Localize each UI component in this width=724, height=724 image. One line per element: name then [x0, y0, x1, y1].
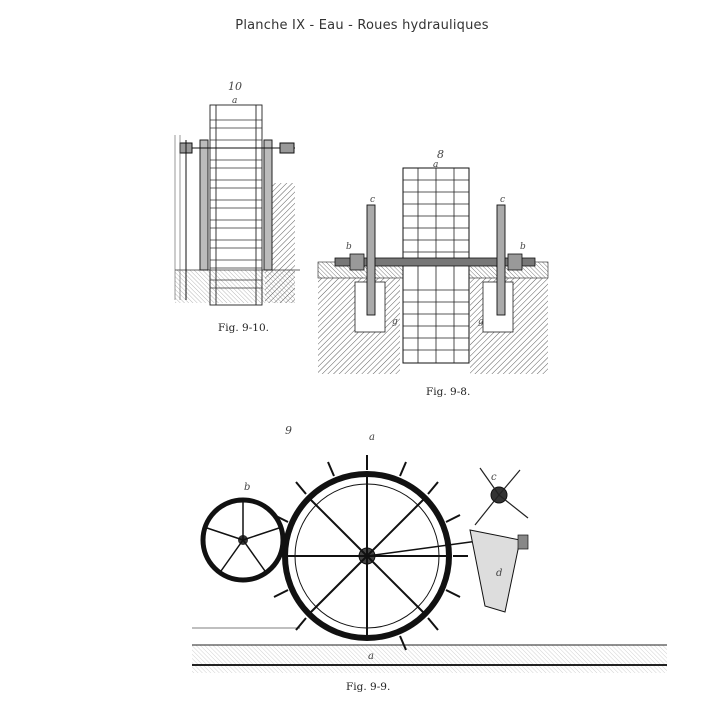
figure-9-9-letter-c: c: [491, 472, 497, 483]
figure-9-9-number: 9: [285, 424, 292, 437]
figure-9-10-caption: Fig. 9-10.: [218, 322, 269, 334]
figure-9-10-letter-a: a: [232, 96, 238, 106]
figure-9-8-letter-g-right: g: [478, 317, 484, 327]
figure-9-8-number: 8: [437, 148, 444, 161]
figure-9-10-number: 10: [228, 80, 242, 93]
figure-9-8-letter-c-left: c: [370, 195, 376, 205]
figure-9-9-letter-a-bottom: a: [368, 651, 374, 662]
figure-9-8-letter-g-left: g: [392, 317, 398, 327]
figure-9-8-letter-b-right: b: [520, 242, 526, 252]
figure-9-8-caption: Fig. 9-8.: [426, 386, 471, 398]
figure-9-8-letter-a: a: [433, 160, 439, 170]
figure-9-9-letter-d: d: [496, 568, 503, 579]
page-title: Planche IX - Eau - Roues hydrauliques: [235, 18, 489, 33]
figure-9-9-letter-a-top: a: [369, 432, 375, 443]
figure-9-8-letter-c-right: c: [500, 195, 506, 205]
figure-9-8-letter-b-left: b: [346, 242, 352, 252]
figure-9-9-caption: Fig. 9-9.: [346, 681, 391, 693]
figure-9-9-letter-b: b: [244, 482, 251, 493]
